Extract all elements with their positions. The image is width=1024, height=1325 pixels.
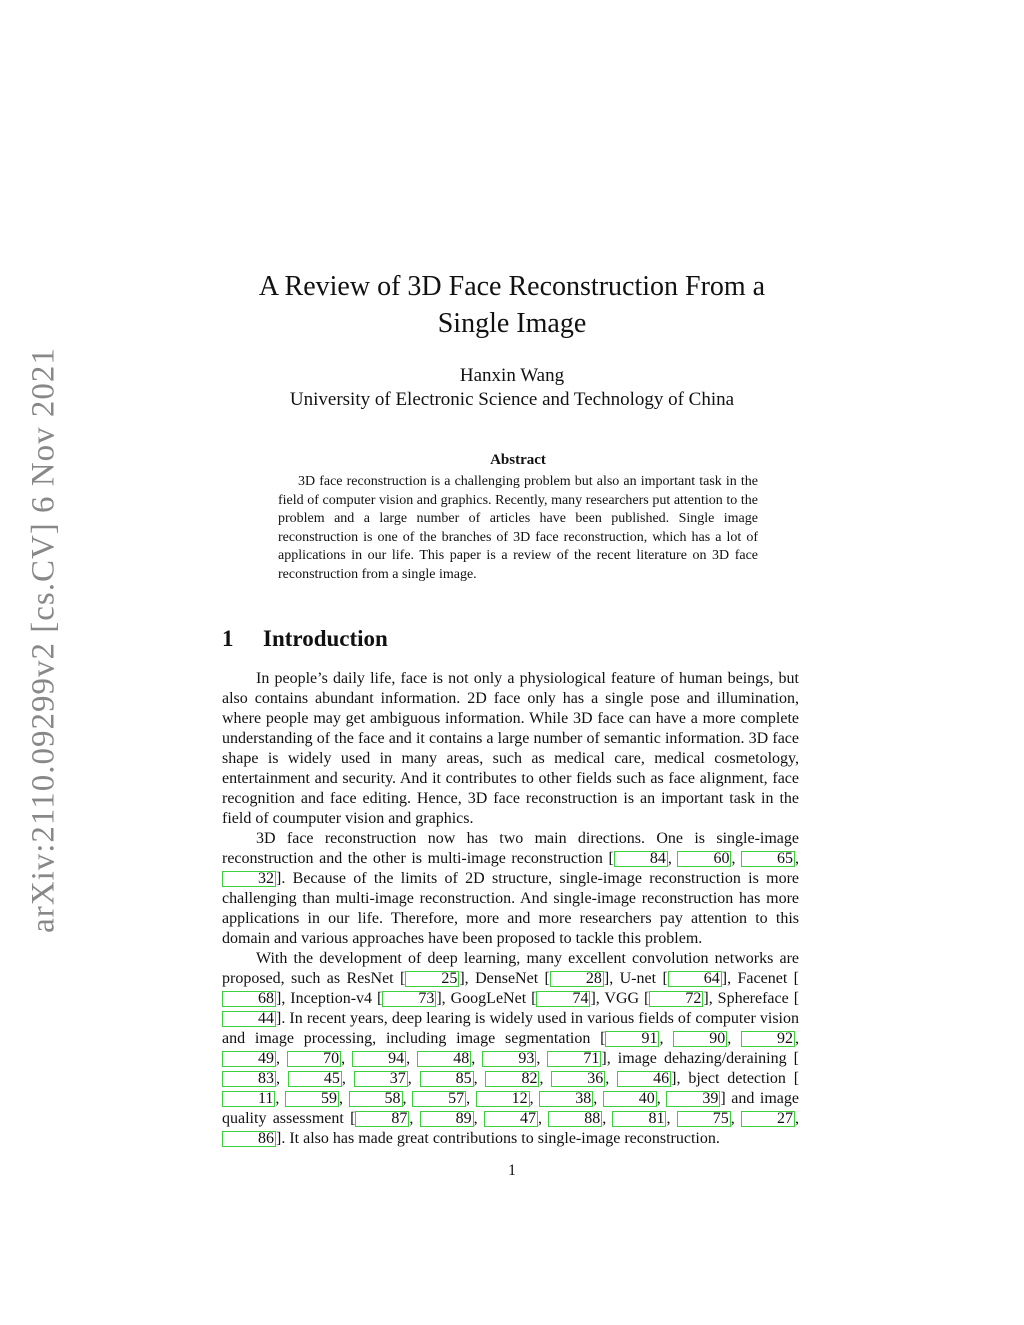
- arxiv-identifier-stamp: arXiv:2110.09299v2 [cs.CV] 6 Nov 2021: [25, 347, 62, 933]
- author-name: Hanxin Wang: [459, 365, 565, 386]
- citation-link[interactable]: 59: [285, 1091, 339, 1107]
- citation-link[interactable]: 94: [352, 1051, 406, 1067]
- title-line-1: A Review of 3D Face Reconstruction From a: [258, 271, 766, 302]
- citation-link[interactable]: 11: [222, 1091, 275, 1107]
- citation-link[interactable]: 93: [482, 1051, 536, 1067]
- section-number: 1: [222, 626, 234, 651]
- citation-link[interactable]: 49: [222, 1051, 276, 1067]
- abstract: [278, 452, 758, 584]
- citation-link[interactable]: 45: [288, 1071, 342, 1087]
- abstract-heading: Abstract: [490, 452, 546, 468]
- citation-link[interactable]: 91: [605, 1031, 659, 1047]
- citation-link[interactable]: 87: [355, 1111, 409, 1127]
- citation-link[interactable]: 85: [420, 1071, 474, 1087]
- section-heading: [222, 626, 799, 652]
- author-block: [222, 364, 802, 412]
- introduction-section: [222, 626, 799, 1149]
- citation-link[interactable]: 40: [603, 1091, 657, 1107]
- citation-link[interactable]: 27: [741, 1111, 795, 1127]
- citation-link[interactable]: 90: [673, 1031, 727, 1047]
- citation-link[interactable]: 58: [349, 1091, 403, 1107]
- citation-link[interactable]: 39: [666, 1091, 720, 1107]
- abstract-text: 3D face reconstruction is a challenging problem but also an important task in the field of computer vision and graphics. Recently, many researchers put attention to the problem and a large number of articles have been published. Single image reconstruction is one of the branches of 3D face reconstruction, which has a lot of applications in our life. This paper is a review of the recent literature on 3D face reconstruction from a single image.: [278, 474, 758, 582]
- citation-link[interactable]: 89: [420, 1111, 474, 1127]
- citation-link[interactable]: 82: [485, 1071, 539, 1087]
- citation-link[interactable]: 64: [668, 971, 722, 987]
- citation-link[interactable]: 47: [484, 1111, 538, 1127]
- citation-link[interactable]: 28: [550, 971, 604, 987]
- citation-link[interactable]: 46: [617, 1071, 671, 1087]
- citation-link[interactable]: 92: [741, 1031, 795, 1047]
- citation-link[interactable]: 74: [536, 991, 590, 1007]
- page-number: 1: [508, 1162, 516, 1179]
- citation-link[interactable]: 68: [222, 991, 276, 1007]
- citation-link[interactable]: 75: [677, 1111, 731, 1127]
- citation-link[interactable]: 86: [222, 1131, 276, 1147]
- citation-link[interactable]: 60: [677, 851, 731, 867]
- citation-link[interactable]: 72: [649, 991, 703, 1007]
- citation-link[interactable]: 83: [222, 1071, 276, 1087]
- citation-link[interactable]: 84: [614, 851, 668, 867]
- citation-link[interactable]: 25: [405, 971, 459, 987]
- citation-link[interactable]: 88: [548, 1111, 602, 1127]
- citation-link[interactable]: 44: [222, 1011, 276, 1027]
- citation-link[interactable]: 81: [612, 1111, 666, 1127]
- citation-link[interactable]: 57: [412, 1091, 466, 1107]
- citation-link[interactable]: 48: [417, 1051, 471, 1067]
- citation-link[interactable]: 12: [476, 1091, 530, 1107]
- author-affiliation: University of Electronic Science and Technology of China: [289, 389, 735, 410]
- intro-paragraph-1: In people’s daily life, face is not only a physiological feature of human beings, but also contains abundant information. 2D face only has a single pose and illumination, where people may get ambiguous information. While 3D face can have a more complete understanding of the face and it contains a large number of semantic information. 3D face shape is widely used in many areas, such as medical care, medical cosmetology, entertainment and security. And it contributes to other fields such as face alignment, face recognition and face editing. Hence, 3D face reconstruction is an important task in the field of coumputer vision and graphics.: [222, 670, 799, 827]
- section-title: Introduction: [263, 626, 388, 651]
- citation-link[interactable]: 70: [287, 1051, 341, 1067]
- citation-link[interactable]: 65: [741, 851, 795, 867]
- citation-link[interactable]: 38: [539, 1091, 593, 1107]
- citation-link[interactable]: 32: [222, 871, 276, 887]
- intro-paragraph-2: 3D face reconstruction now has two main directions. One is single-image reconstruction and the other is multi-image reconstruction [ 84 , 60 , 65 , 32 ]. Because of the limits of 2D structure, single-image reconstruction is more challenging than multi-image reconstruction. And single-image reconstruction has more applications in our life. Therefore, more and more researchers pay attention to this domain and various approaches have been proposed to tackle this problem.: [222, 830, 800, 947]
- title-line-2: Single Image: [437, 308, 587, 339]
- citation-link[interactable]: 37: [354, 1071, 408, 1087]
- intro-paragraph-3: With the development of deep learning, many excellent convolution networks are proposed, such as ResNet [ 25 ], DenseNet [ 28 ], U-net [ 64 ], Facenet [68 ], Inception-v4 [ 73 ], GoogLeNet [ 74 ], VGG [ 72 ], Sphereface [44 ]. In recent years, deep learing is widely used in various fields of computer vision and image processing, including image segmentation [ 91 , 90 , 92 , 49 , 70 , 94 , 48 , 93 , 71 ], image dehazing/deraining [83 , 45 , 37 , 85 , 82 , 36 , 46 ], bject detection [11 , 59 , 58 , 57 , 12 , 38 , 40 , 39 ] and image quality assessment [ 87 , 89 , 47 , 88 , 81 , 75 , 27 , 86 ]. It also has made great contributions to single-image reconstruction.: [222, 950, 800, 1147]
- citation-link[interactable]: 71: [547, 1051, 601, 1067]
- paper-title: [222, 268, 802, 342]
- citation-link[interactable]: 36: [551, 1071, 605, 1087]
- citation-link[interactable]: 73: [382, 991, 436, 1007]
